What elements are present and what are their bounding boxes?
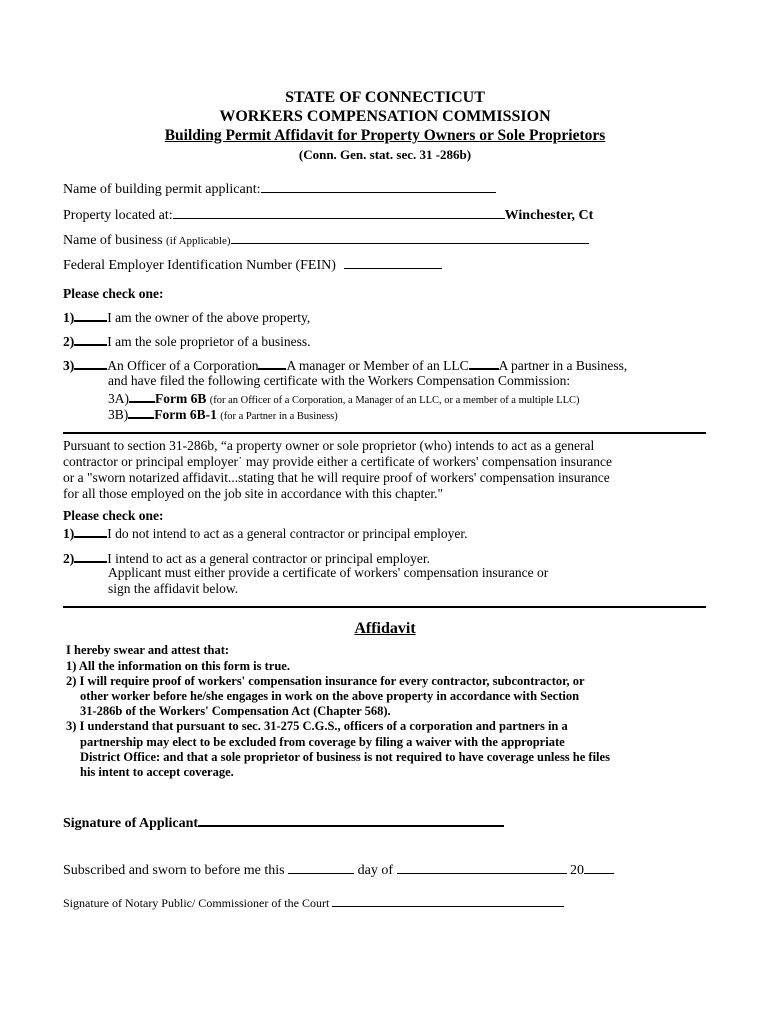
- option-sole-proprietor: [63, 332, 310, 350]
- option-llc-checkbox[interactable]: [258, 356, 286, 370]
- form-6b-note: (for an Officer of a Corporation, a Manager of an LLC, or a member of a multiple LLC): [209, 395, 580, 406]
- option-llc-text: A manager or Member of an LLC: [286, 358, 469, 373]
- option-sole-proprietor-checkbox[interactable]: [74, 332, 107, 346]
- option-officer-row: [63, 356, 627, 374]
- applicant-name-field[interactable]: [261, 180, 496, 193]
- affidavit-item-2-line-2: other worker before he/she engages in work on the above property in accordance with Section: [80, 689, 580, 703]
- check-one-heading-2: Please check one:: [63, 508, 164, 523]
- option-contractor-text: I intend to act as a general contractor or principal employer.: [107, 551, 430, 566]
- form-6b1-note: (for a Partner in a Business): [220, 411, 338, 422]
- business-name-label: Name of business: [63, 233, 167, 248]
- fein-label: Federal Employer Identification Number (FEIN): [63, 258, 336, 273]
- sworn-month-field[interactable]: [397, 861, 567, 874]
- sworn-day-of-label: day of: [357, 863, 394, 878]
- sworn-day-field[interactable]: [288, 861, 354, 874]
- form-6b1-number: 3B): [108, 407, 129, 422]
- affidavit-item-3-line-1: 3) I understand that pursuant to sec. 31-275 C.G.S., officers of a corporation and partners in a: [66, 719, 568, 733]
- option-partner-text: A partner in a Business,: [498, 358, 628, 373]
- form-6b-checkbox[interactable]: [129, 389, 155, 403]
- contractor-note-line-1: Applicant must either provide a certificate of workers' compensation insurance or: [108, 565, 549, 580]
- sworn-year-prefix: 20: [570, 863, 585, 878]
- commission-heading: WORKERS COMPENSATION COMMISSION: [219, 108, 551, 125]
- applicant-name-row: [63, 180, 496, 198]
- check-one-heading-1: Please check one:: [63, 286, 164, 301]
- business-name-row: [63, 231, 589, 249]
- option-not-contractor-number: 1): [63, 526, 75, 541]
- affidavit-item-3-line-2: partnership may elect to be excluded from coverage by filing a waiver with the appropriate: [80, 735, 565, 749]
- option-contractor-number: 2): [63, 551, 75, 566]
- option-owner-number: 1): [63, 310, 75, 325]
- sworn-row: [63, 861, 614, 879]
- form-6b1-checkbox[interactable]: [128, 405, 154, 419]
- form-title: Building Permit Affidavit for Property Owners or Sole Proprietors: [164, 127, 606, 144]
- affidavit-title: Affidavit: [354, 620, 416, 637]
- option-sole-proprietor-number: 2): [63, 334, 75, 349]
- notary-row: [63, 894, 564, 911]
- sworn-year-field[interactable]: [584, 861, 614, 874]
- option-officer-number: 3): [63, 358, 75, 373]
- applicant-signature-row: [63, 813, 504, 832]
- affidavit-intro: I hereby swear and attest that:: [66, 643, 230, 657]
- option-sole-proprietor-text: I am the sole proprietor of a business.: [107, 334, 311, 349]
- business-name-note: (if Applicable): [166, 235, 231, 247]
- sworn-label: Subscribed and sworn to before me this: [63, 863, 285, 878]
- property-location-label: Property located at:: [63, 208, 173, 223]
- notary-signature-field[interactable]: [332, 894, 564, 907]
- applicant-signature-label: Signature of Applicant: [63, 816, 199, 831]
- property-location-field[interactable]: [173, 206, 505, 219]
- form-6b-number: 3A): [108, 391, 129, 406]
- option-contractor-checkbox[interactable]: [74, 549, 107, 563]
- option-officer-text: An Officer of a Corporation: [107, 358, 259, 373]
- option-not-contractor-checkbox[interactable]: [74, 524, 107, 538]
- option-owner: [63, 308, 310, 326]
- fein-field[interactable]: [344, 256, 442, 269]
- affidavit-item-3-line-4: his intent to accept coverage.: [80, 765, 234, 779]
- property-town: Winchester, Ct: [504, 208, 594, 223]
- form-6b1-label: Form 6B-1: [154, 407, 217, 422]
- option-not-contractor: [63, 524, 468, 542]
- affidavit-item-3-line-3: District Office: and that a sole proprietor of business is not required to have coverage unless he files: [80, 750, 610, 764]
- statute-reference: (Conn. Gen. stat. sec. 31 -286b): [298, 147, 472, 162]
- option-officer-checkbox[interactable]: [74, 356, 107, 370]
- option-not-contractor-text: I do not intend to act as a general contractor or principal employer.: [107, 526, 468, 541]
- applicant-name-label: Name of building permit applicant:: [63, 182, 261, 197]
- pursuant-line-4: for all those employed on the job site in accordance with this chapter.": [63, 486, 444, 501]
- affidavit-item-1: 1) All the information on this form is true.: [66, 659, 290, 673]
- applicant-signature-field[interactable]: [198, 813, 504, 827]
- notary-label: Signature of Notary Public/ Commissioner of the Court: [63, 896, 330, 910]
- fein-row: [63, 256, 442, 274]
- pursuant-line-1: Pursuant to section 31-286b, “a property owner or sole proprietor (who) intends to act as a general: [63, 438, 595, 453]
- option-partner-checkbox[interactable]: [469, 356, 499, 370]
- section-divider-2: [63, 606, 706, 608]
- pursuant-line-2: contractor or principal employer˙ may provide either a certificate of workers' compensation insurance: [63, 454, 612, 469]
- contractor-note-line-2: sign the affidavit below.: [108, 581, 239, 596]
- option-owner-text: I am the owner of the above property,: [107, 310, 311, 325]
- affidavit-item-2-line-3: 31-286b of the Workers' Compensation Act (Chapter 568).: [80, 704, 391, 718]
- business-name-field[interactable]: [231, 231, 589, 244]
- section-divider-1: [63, 432, 706, 434]
- property-location-row: [63, 206, 593, 224]
- state-heading: STATE OF CONNECTICUT: [285, 89, 485, 106]
- form-6b1-row: [108, 405, 338, 423]
- option-owner-checkbox[interactable]: [74, 308, 107, 322]
- affidavit-item-2-line-1: 2) I will require proof of workers' compensation insurance for every contractor, subcontractor, or: [66, 674, 585, 688]
- form-6b-label: Form 6B: [155, 391, 207, 406]
- certificate-filed-text: and have filed the following certificate with the Workers Compensation Commission:: [108, 373, 571, 388]
- pursuant-line-3: or a "sworn notarized affidavit...stating that he will require proof of workers' compensation insurance: [63, 470, 610, 485]
